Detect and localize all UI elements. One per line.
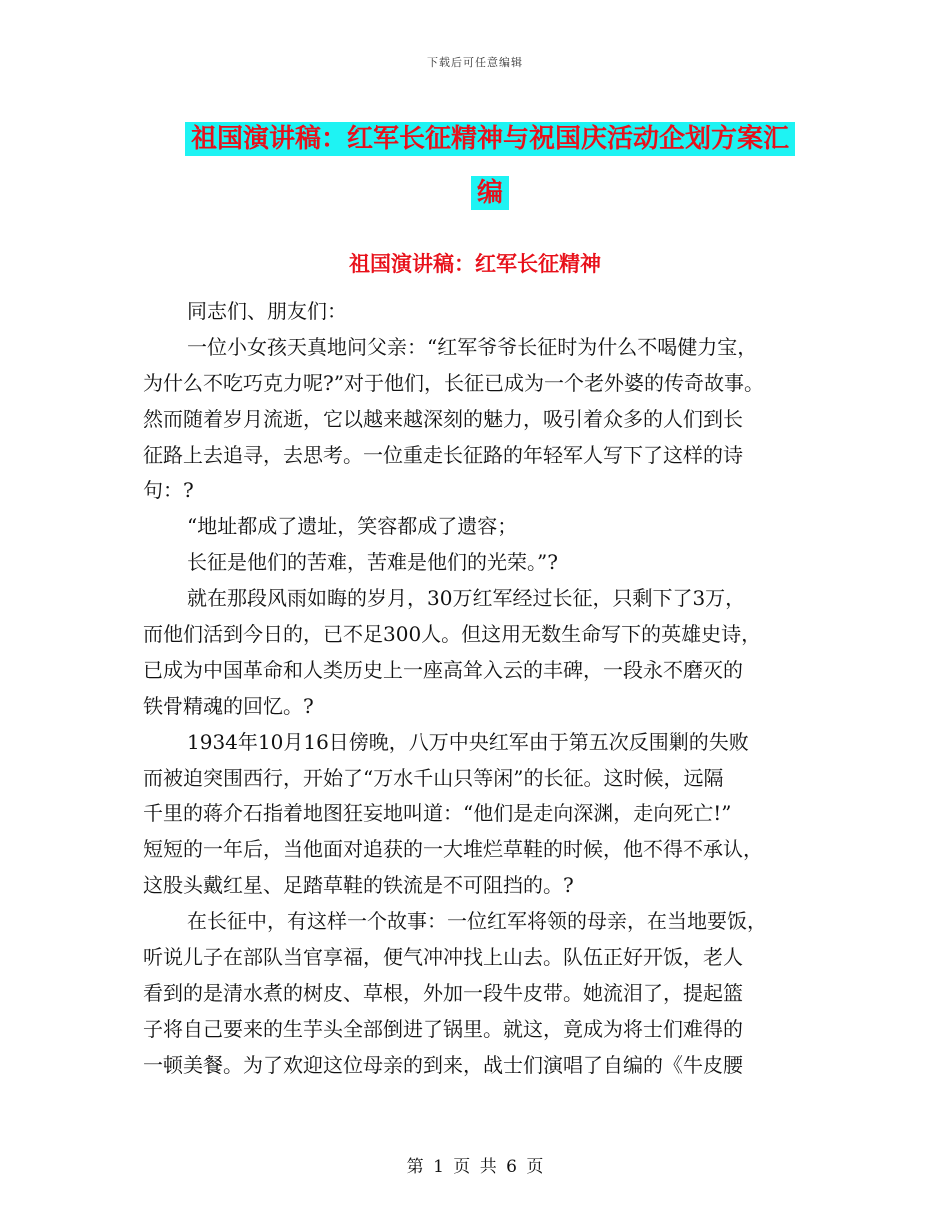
document-title-line-1: 祖国演讲稿：红军长征精神与祝国庆活动企划方案汇 (188, 122, 792, 156)
text-line: 长征是他们的苦难，苦难是他们的光荣。”? (187, 550, 558, 575)
text-line: 而被迫突围西行，开始了“万水千山只等闲”的长征。这时候，远隔 (143, 765, 724, 790)
body-text (143, 294, 808, 1084)
document-title-line-2: 编 (474, 176, 506, 210)
text-line: 征路上去追寻，去思考。一位重走长征路的年轻军人写下了这样的诗 (143, 442, 743, 467)
section-title: 祖国演讲稿：红军长征精神 (349, 252, 601, 276)
text-line: 就在那段风雨如晦的岁月，30万红军经过长征，只剩下了3万， (187, 586, 746, 611)
text-line: “地址都成了遗址，笑容都成了遗容； (187, 514, 518, 539)
text-line: 而他们活到今日的，已不足300人。但这用无数生命写下的英雄史诗， (143, 622, 762, 647)
text-line: 这股头戴红星、足踏草鞋的铁流是不可阻挡的。? (143, 873, 574, 898)
text-line: 然而随着岁月流逝，它以越来越深刻的魅力，吸引着众多的人们到长 (143, 406, 743, 431)
text-line: 一位小女孩天真地问父亲：“红军爷爷长征时为什么不喝健力宝， (187, 334, 758, 359)
text-line: 看到的是清水煮的树皮、草根，外加一段牛皮带。她流泪了，提起篮 (143, 980, 743, 1005)
document-title (180, 112, 800, 220)
text-line: 铁骨精魂的回忆。? (143, 693, 314, 718)
text-line: 1934年10月16日傍晚，八万中央红军由于第五次反围剿的失败 (187, 729, 749, 754)
page-footer: 第 1 页 共 6 页 (406, 1157, 544, 1177)
text-line: 短短的一年后，当他面对追获的一大堆烂草鞋的时候，他不得不承认， (143, 837, 763, 862)
header-note: 下载后可任意编辑 (427, 56, 523, 69)
text-line: 子将自己要来的生芋头全部倒进了锅里。就这，竟成为将士们难得的 (143, 1016, 743, 1041)
text-line: 为什么不吃巧克力呢?”对于他们，长征已成为一个老外婆的传奇故事。 (143, 370, 764, 395)
text-line: 在长征中，有这样一个故事：一位红军将领的母亲，在当地要饭， (187, 909, 767, 934)
text-line: 千里的蒋介石指着地图狂妄地叫道：“他们是走向深渊，走向死亡!” (143, 801, 732, 826)
text-line: 句：? (143, 478, 194, 503)
text-line: 听说儿子在部队当官享福，便气冲冲找上山去。队伍正好开饭，老人 (143, 945, 743, 970)
text-line: 一顿美餐。为了欢迎这位母亲的到来，战士们演唱了自编的《牛皮腰 (143, 1052, 743, 1077)
document-title-highlight (185, 122, 795, 210)
text-line: 已成为中国革命和人类历史上一座高耸入云的丰碑，一段永不磨灭的 (143, 657, 743, 682)
text-line: 同志们、朋友们： (187, 299, 347, 323)
